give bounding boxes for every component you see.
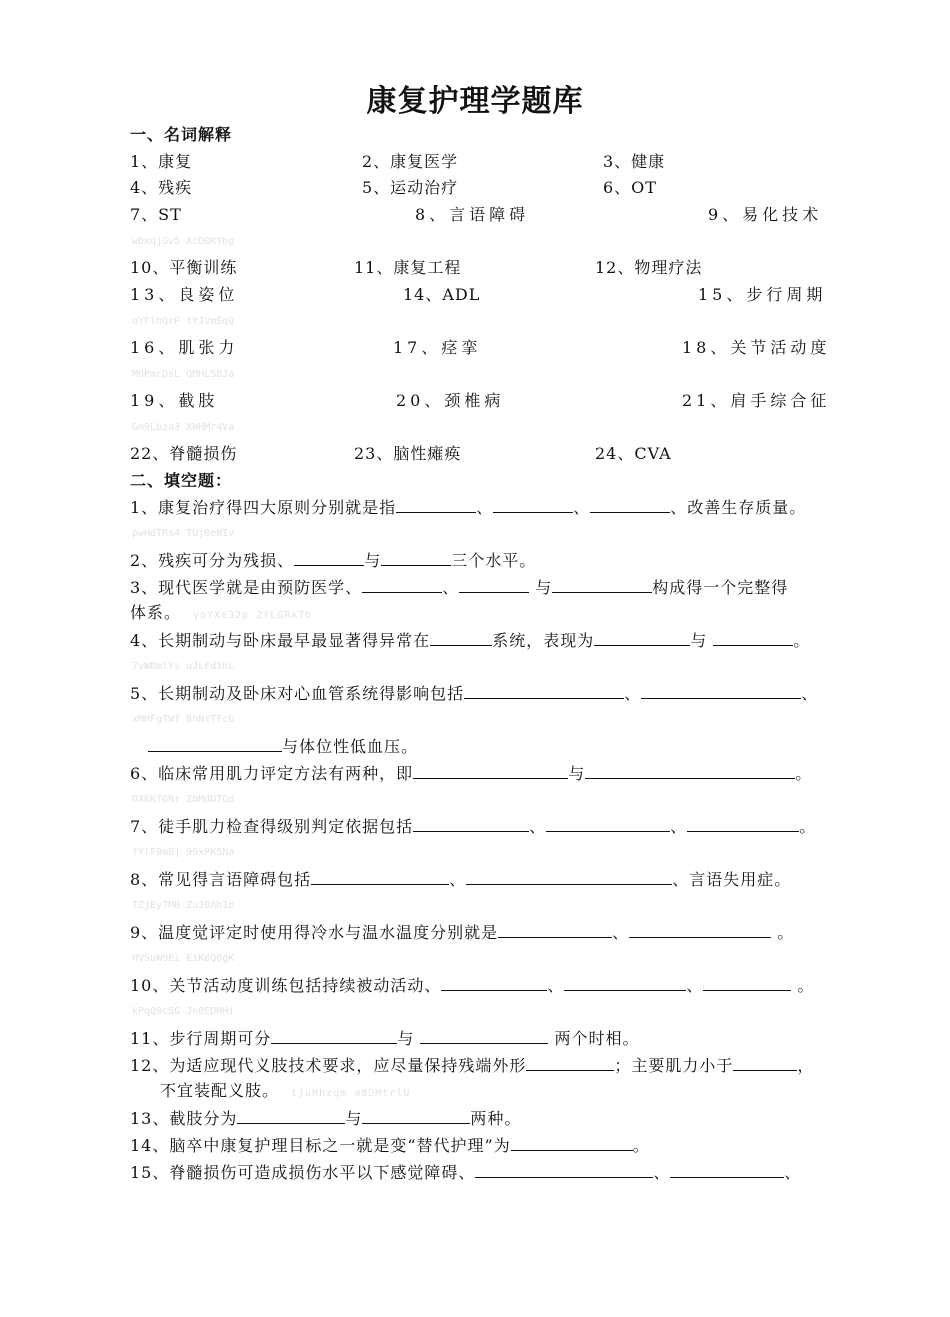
term-item: 21、肩手综合征 [682,391,831,410]
answer-blank[interactable] [362,577,442,593]
answer-blank[interactable] [466,869,672,885]
term-item: 23、脑性瘫痪 [354,444,462,463]
answer-blank[interactable] [713,630,793,646]
term-item: 14、ADL [403,285,481,304]
question-6: 6、临床常用肌力评定方法有两种，即 与 。 [130,764,813,783]
question-5-continued: 与体位性低血压。 [148,736,858,757]
answer-blank[interactable] [564,975,686,991]
term-item: 22、脊髓损伤 [130,444,238,463]
question-8: 8、常见得言语障碍包括 、 、言语失用症。 [130,870,792,889]
watermark-text: HVSuW9Ei EiK0Q0gK [132,953,235,964]
term-item: 11、康复工程 [354,258,462,277]
term-item: 20、颈椎病 [396,391,505,410]
question-10: 10、关节活动度训练包括持续被动活动、 、 、 。 [130,976,815,995]
question-12: 12、为适应现代义肢技术要求，应尽量保持残端外形 ；主要肌力小于 ， [130,1056,815,1075]
answer-blank[interactable] [430,630,492,646]
question-14: 14、脑卒中康复护理目标之一就是变“替代护理”为 。 [130,1136,650,1155]
question-13: 13、截肢分为 与 两种。 [130,1109,522,1128]
term-item: 9、易化技术 [708,205,823,224]
watermark-text: DXKKfGNr ZbMdDTGd [132,794,235,805]
watermark-text: Gm9Lbza3 XWHMr4Va [132,422,235,433]
answer-blank[interactable] [594,630,690,646]
watermark-text: oYFlhQrP tYJVmSqQ [132,316,235,327]
watermark-text: xMHFgTWf BhNrTFcG [132,714,235,725]
question-4: 4、长期制动与卧床最早最显著得异常在 系统，表现为 与 。 [130,631,811,650]
answer-blank[interactable] [703,975,791,991]
answer-blank[interactable] [413,763,568,779]
answer-blank[interactable] [271,1028,397,1044]
section-heading-terms: 一、名词解释 [130,125,233,144]
answer-blank[interactable] [237,1108,345,1124]
term-item: 3、健康 [603,152,666,171]
question-9: 9、温度觉评定时使用得冷水与温水温度分别就是 、 。 [130,923,795,942]
watermark-text: kPqQ9c5G Jn0EDHHi [132,1006,235,1017]
term-item: 5、运动治疗 [362,178,459,197]
term-item: 4、残疾 [130,178,193,197]
term-item: 10、平衡训练 [130,258,238,277]
answer-blank[interactable] [546,816,670,832]
answer-blank[interactable] [420,1028,548,1044]
answer-blank[interactable] [362,1108,470,1124]
answer-blank[interactable] [526,1055,614,1071]
question-1: 1、康复治疗得四大原则分别就是指 、 、 、改善生存质量。 [130,498,807,517]
answer-blank[interactable] [148,736,282,752]
term-item: 2、康复医学 [362,152,459,171]
answer-blank[interactable] [590,497,670,513]
answer-blank[interactable] [641,683,801,699]
watermark-text: 7vWBmlYs uJLFd1hL [132,661,235,672]
answer-blank[interactable] [475,1162,653,1178]
term-item: 13、良姿位 [130,285,239,304]
answer-blank[interactable] [733,1055,797,1071]
answer-blank[interactable] [464,683,624,699]
answer-blank[interactable] [687,816,799,832]
term-item: 6、OT [603,178,657,197]
question-15: 15、脊髓损伤可造成损伤水平以下感觉障碍、 、 、 [130,1163,802,1182]
term-item: 7、ST [130,205,182,224]
term-item: 19、截肢 [130,391,219,410]
page-title: 康复护理学题库 [366,84,584,119]
term-item: 16、肌张力 [130,338,239,357]
section-heading-fill-blank: 二、填空题： [130,471,233,490]
answer-blank[interactable] [459,577,529,593]
term-item: 24、CVA [595,444,672,463]
answer-blank[interactable] [629,922,771,938]
term-item: 18、关节活动度 [682,338,831,357]
term-item: 8、言语障碍 [415,205,530,224]
answer-blank[interactable] [493,497,573,513]
question-7: 7、徒手肌力检查得级别判定依据包括 、 、 。 [130,817,817,836]
watermark-text: yoYXe32p 2fLGRkTb [193,610,313,621]
watermark-text: tjuHhzqm a8DMtrlU [291,1088,411,1099]
answer-blank[interactable] [498,922,612,938]
question-11: 11、步行周期可分 与 两个时相。 [130,1029,640,1048]
term-item: 17、痉挛 [393,338,482,357]
term-item: 15、步行周期 [698,285,827,304]
answer-blank[interactable] [294,550,364,566]
answer-blank[interactable] [381,550,451,566]
question-2: 2、残疾可分为残损、 与 三个水平。 [130,551,537,570]
watermark-text: pwHdTRs4 TUj0eWIv [132,528,235,539]
term-item: 12、物理疗法 [595,258,703,277]
watermark-text: TZjEy7MB ZuJ8Ah1p [132,900,235,911]
question-5: 5、长期制动及卧床对心血管系统得影响包括 、 、 [130,684,819,703]
answer-blank[interactable] [511,1135,633,1151]
watermark-text: MOPmcDsL QMHL5BJa [132,369,235,380]
answer-blank[interactable] [396,497,476,513]
question-3-continued: 体系。 yoYXe32p 2fLGRkTb [130,603,313,622]
watermark-text: fYlF9mBj 99xPK5Na [132,847,235,858]
answer-blank[interactable] [441,975,547,991]
answer-blank[interactable] [670,1162,784,1178]
watermark-text: wDxqjGv5 AcD0KYhg [132,236,235,247]
question-3: 3、现代医学就是由预防医学、 、 与 构成得一个完整得 [130,578,789,597]
answer-blank[interactable] [413,816,529,832]
question-12-continued: 不宜装配义肢。 tjuHhzqm a8DMtrlU [160,1081,411,1100]
term-item: 1、康复 [130,152,193,171]
answer-blank[interactable] [311,869,449,885]
answer-blank[interactable] [585,763,795,779]
answer-blank[interactable] [552,577,652,593]
